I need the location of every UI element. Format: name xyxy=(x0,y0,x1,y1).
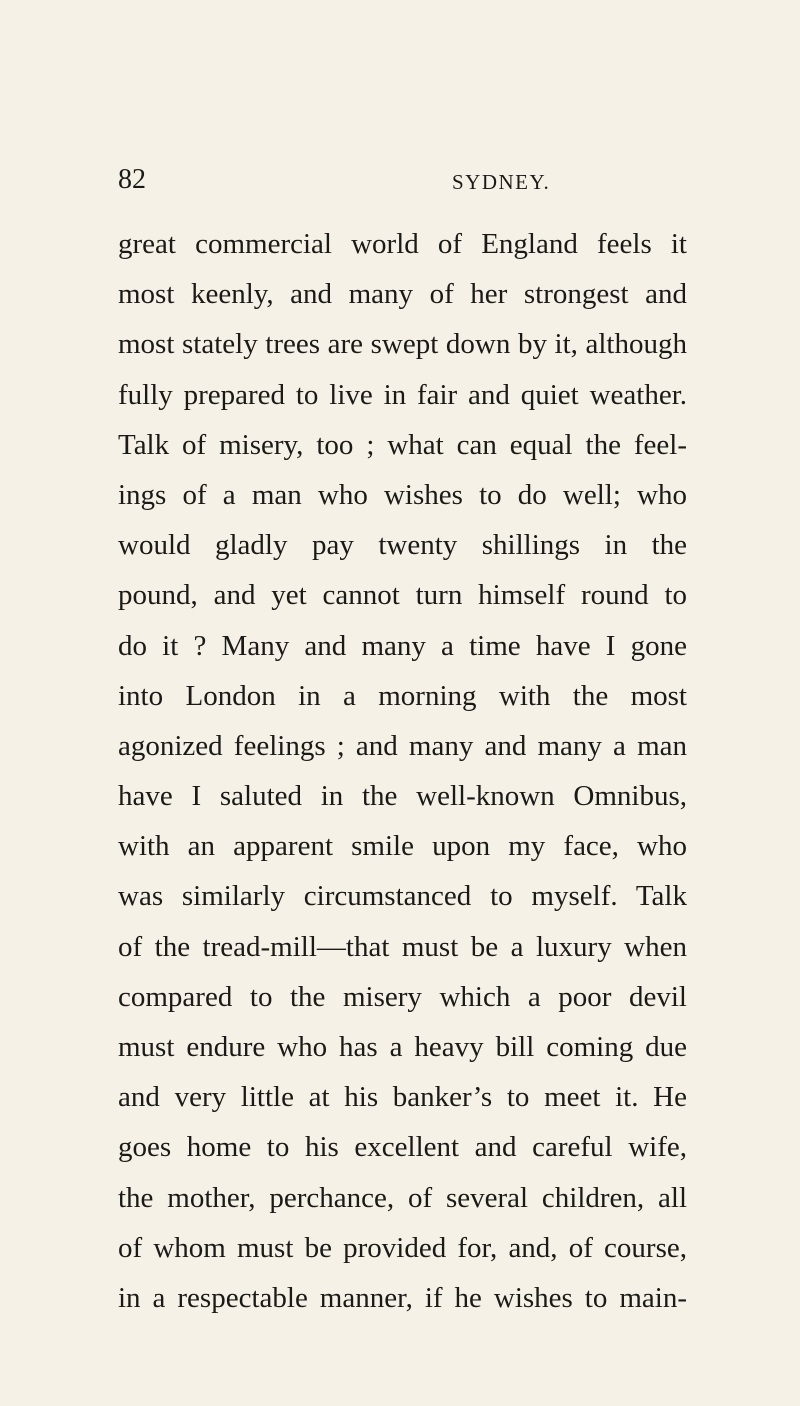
text-line: ings of a man who wishes to do well; who xyxy=(118,478,687,511)
text-line: compared to the misery which a poor devil xyxy=(118,980,687,1013)
text-line: the mother, perchance, of several children, all xyxy=(118,1181,687,1214)
text-line: have I saluted in the well-known Omnibus, xyxy=(118,780,687,813)
text-line: do it ? Many and many a time have I gone xyxy=(118,629,687,662)
text-line: great commercial world of England feels it xyxy=(118,228,687,260)
text-line: with an apparent smile upon my face, who xyxy=(118,830,687,863)
text-line: into London in a morning with the most xyxy=(118,679,687,712)
text-line: goes home to his excellent and careful wife, xyxy=(118,1131,687,1164)
body-text xyxy=(118,225,687,1329)
text-line: pound, and yet cannot turn himself round to xyxy=(118,579,687,612)
text-line: was similarly circumstanced to myself. Talk xyxy=(118,880,687,913)
running-head: SYDNEY. xyxy=(452,170,551,194)
text-line: fully prepared to live in fair and quiet weather. xyxy=(118,378,687,411)
page-header xyxy=(118,162,688,198)
text-line: most keenly, and many of her strongest and xyxy=(118,278,687,311)
text-line: agonized feelings ; and many and many a man xyxy=(118,729,687,762)
text-line: in a respectable manner, if he wishes to main- xyxy=(118,1281,687,1314)
text-line: of the tread-mill—that must be a luxury when xyxy=(118,930,687,963)
text-line: and very little at his banker’s to meet it. He xyxy=(118,1081,687,1114)
text-line: of whom must be provided for, and, of course, xyxy=(118,1231,687,1264)
text-line: would gladly pay twenty shillings in the xyxy=(118,529,687,562)
text-line: most stately trees are swept down by it, although xyxy=(118,328,687,361)
text-line: must endure who has a heavy bill coming due xyxy=(118,1031,687,1063)
page-number: 82 xyxy=(118,164,146,195)
text-line: Talk of misery, too ; what can equal the feel- xyxy=(118,428,687,461)
